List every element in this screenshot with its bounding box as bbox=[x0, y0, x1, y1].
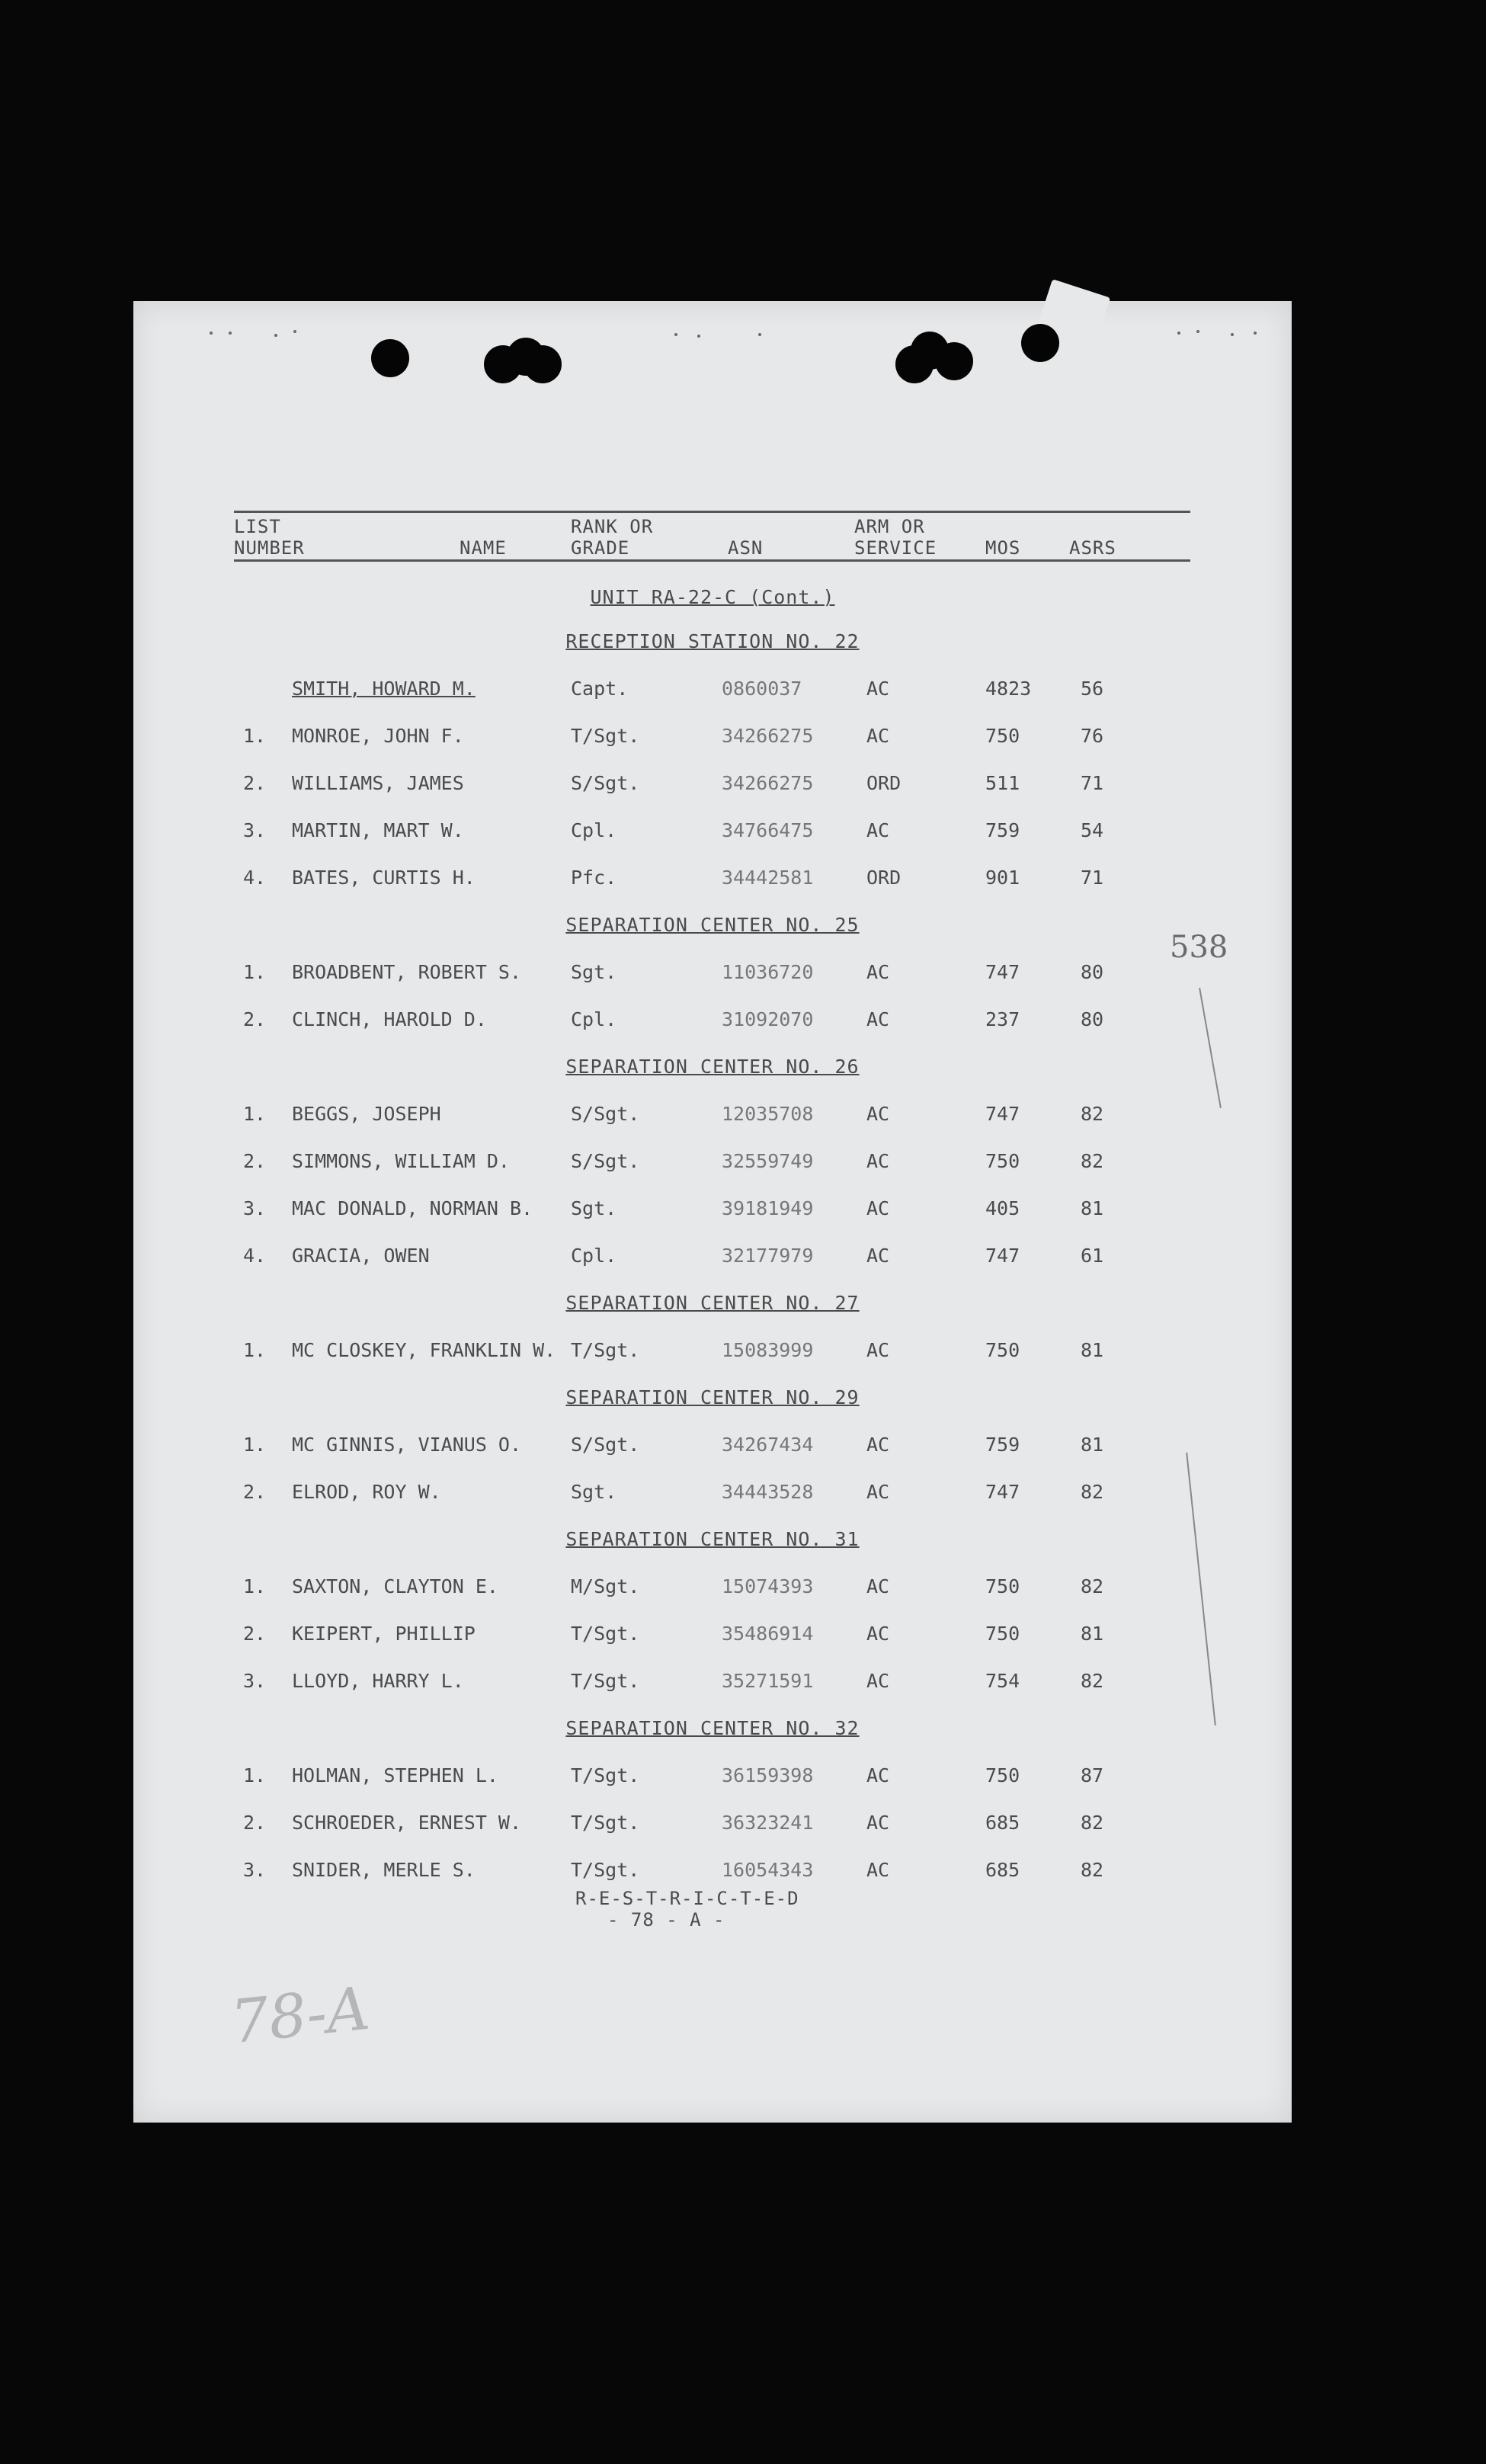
punch-hole bbox=[371, 339, 409, 377]
arm-service: AC bbox=[866, 1812, 890, 1834]
asn: 34766475 bbox=[722, 819, 814, 841]
mos: 405 bbox=[985, 1197, 1020, 1219]
roster-row bbox=[133, 1150, 1292, 1181]
arm-service: AC bbox=[866, 1575, 890, 1597]
asn: 32177979 bbox=[722, 1245, 814, 1267]
asrs: 81 bbox=[1081, 1623, 1104, 1645]
arm-service: AC bbox=[866, 1150, 890, 1172]
roster-row bbox=[133, 1434, 1292, 1464]
roster-row bbox=[133, 1339, 1292, 1370]
rank-grade: T/Sgt. bbox=[571, 1764, 640, 1786]
list-number: 3. bbox=[243, 1859, 267, 1881]
roster-row bbox=[133, 678, 1292, 708]
soldier-name: BEGGS, JOSEPH bbox=[292, 1103, 441, 1125]
arm-service: AC bbox=[866, 1434, 890, 1456]
asn: 39181949 bbox=[722, 1197, 814, 1219]
mos: 750 bbox=[985, 1575, 1020, 1597]
rank-grade: T/Sgt. bbox=[571, 1623, 640, 1645]
asn: 11036720 bbox=[722, 961, 814, 983]
list-number: 4. bbox=[243, 1245, 267, 1267]
roster-row bbox=[133, 1481, 1292, 1511]
list-number: 2. bbox=[243, 1812, 267, 1834]
section-title: SEPARATION CENTER NO. 29 bbox=[565, 1386, 860, 1408]
mos: 901 bbox=[985, 867, 1020, 889]
arm-service: AC bbox=[866, 1764, 890, 1786]
asrs: 82 bbox=[1081, 1812, 1104, 1834]
asn: 0860037 bbox=[722, 678, 802, 700]
mos: 747 bbox=[985, 1103, 1020, 1125]
asrs: 82 bbox=[1081, 1670, 1104, 1692]
roster-row bbox=[133, 1812, 1292, 1842]
handwritten-note: 78-A bbox=[227, 1974, 373, 2058]
rank-grade: S/Sgt. bbox=[571, 1103, 640, 1125]
asn: 31092070 bbox=[722, 1008, 814, 1030]
list-number: 1. bbox=[243, 1103, 267, 1125]
header-list-number-2: NUMBER bbox=[234, 537, 305, 559]
soldier-name: MC CLOSKEY, FRANKLIN W. bbox=[292, 1339, 556, 1361]
punch-hole bbox=[1021, 324, 1059, 362]
speck bbox=[697, 335, 700, 338]
arm-service: AC bbox=[866, 961, 890, 983]
asn: 32559749 bbox=[722, 1150, 814, 1172]
asrs: 81 bbox=[1081, 1197, 1104, 1219]
asn: 15074393 bbox=[722, 1575, 814, 1597]
soldier-name: SIMMONS, WILLIAM D. bbox=[292, 1150, 510, 1172]
mos: 4823 bbox=[985, 678, 1032, 700]
asrs: 82 bbox=[1081, 1150, 1104, 1172]
asn: 15083999 bbox=[722, 1339, 814, 1361]
asn: 34443528 bbox=[722, 1481, 814, 1503]
roster-row bbox=[133, 725, 1292, 755]
arm-service: ORD bbox=[866, 867, 902, 889]
arm-service: AC bbox=[866, 819, 890, 841]
roster-row bbox=[133, 1245, 1292, 1275]
mos: 750 bbox=[985, 1339, 1020, 1361]
header-arm-2: SERVICE bbox=[854, 537, 937, 559]
asrs: 82 bbox=[1081, 1859, 1104, 1881]
asrs: 82 bbox=[1081, 1103, 1104, 1125]
section-title: SEPARATION CENTER NO. 31 bbox=[565, 1528, 860, 1550]
soldier-name: SMITH, HOWARD M. bbox=[292, 678, 476, 700]
asn: 35271591 bbox=[722, 1670, 814, 1692]
arm-service: AC bbox=[866, 1197, 890, 1219]
rank-grade: T/Sgt. bbox=[571, 1670, 640, 1692]
section-title: SEPARATION CENTER NO. 32 bbox=[565, 1717, 860, 1739]
arm-service: AC bbox=[866, 1008, 890, 1030]
soldier-name: SNIDER, MERLE S. bbox=[292, 1859, 476, 1881]
mos: 237 bbox=[985, 1008, 1020, 1030]
list-number: 2. bbox=[243, 1008, 267, 1030]
rank-grade: S/Sgt. bbox=[571, 1150, 640, 1172]
soldier-name: LLOYD, HARRY L. bbox=[292, 1670, 464, 1692]
asrs: 82 bbox=[1081, 1575, 1104, 1597]
section-title: SEPARATION CENTER NO. 26 bbox=[565, 1056, 860, 1078]
speck bbox=[274, 334, 277, 337]
mos: 750 bbox=[985, 1150, 1020, 1172]
asrs: 71 bbox=[1081, 772, 1104, 794]
asrs: 61 bbox=[1081, 1245, 1104, 1267]
mos: 511 bbox=[985, 772, 1020, 794]
mos: 759 bbox=[985, 1434, 1020, 1456]
speck bbox=[1177, 332, 1180, 335]
speck bbox=[1196, 330, 1199, 333]
header-bottom-rule bbox=[234, 559, 1190, 562]
speck bbox=[210, 332, 213, 335]
roster-row bbox=[133, 1670, 1292, 1700]
arm-service: AC bbox=[866, 678, 890, 700]
rank-grade: Cpl. bbox=[571, 819, 617, 841]
header-name: NAME bbox=[460, 537, 507, 559]
asn: 36159398 bbox=[722, 1764, 814, 1786]
roster-row bbox=[133, 1008, 1292, 1039]
header-arm-1: ARM OR bbox=[854, 516, 925, 537]
list-number: 1. bbox=[243, 1575, 267, 1597]
arm-service: ORD bbox=[866, 772, 902, 794]
rank-grade: T/Sgt. bbox=[571, 1812, 640, 1834]
asn: 34266275 bbox=[722, 725, 814, 747]
roster-row bbox=[133, 1197, 1292, 1228]
arm-service: AC bbox=[866, 1481, 890, 1503]
asrs: 82 bbox=[1081, 1481, 1104, 1503]
mos: 685 bbox=[985, 1812, 1020, 1834]
soldier-name: MAC DONALD, NORMAN B. bbox=[292, 1197, 533, 1219]
roster-row bbox=[133, 961, 1292, 992]
soldier-name: GRACIA, OWEN bbox=[292, 1245, 430, 1267]
list-number: 4. bbox=[243, 867, 267, 889]
speck bbox=[293, 330, 296, 333]
section-title: SEPARATION CENTER NO. 25 bbox=[565, 914, 860, 936]
list-number: 1. bbox=[243, 1764, 267, 1786]
arm-service: AC bbox=[866, 1670, 890, 1692]
mos: 754 bbox=[985, 1670, 1020, 1692]
soldier-name: MARTIN, MART W. bbox=[292, 819, 464, 841]
roster-row bbox=[133, 1859, 1292, 1889]
mos: 747 bbox=[985, 1245, 1020, 1267]
arm-service: AC bbox=[866, 1859, 890, 1881]
rank-grade: Sgt. bbox=[571, 1481, 617, 1503]
rank-grade: T/Sgt. bbox=[571, 725, 640, 747]
list-number: 1. bbox=[243, 1434, 267, 1456]
speck bbox=[229, 332, 232, 335]
rank-grade: Capt. bbox=[571, 678, 629, 700]
rank-grade: T/Sgt. bbox=[571, 1339, 640, 1361]
stamped-number: 538 bbox=[1170, 930, 1228, 965]
punch-hole bbox=[524, 345, 562, 383]
list-number: 3. bbox=[243, 1197, 267, 1219]
rank-grade: Pfc. bbox=[571, 867, 617, 889]
soldier-name: MC GINNIS, VIANUS O. bbox=[292, 1434, 522, 1456]
asn: 34267434 bbox=[722, 1434, 814, 1456]
page-number: - 78 - A - bbox=[607, 1909, 725, 1931]
roster-row bbox=[133, 1103, 1292, 1133]
asrs: 71 bbox=[1081, 867, 1104, 889]
asrs: 81 bbox=[1081, 1339, 1104, 1361]
roster-row bbox=[133, 1623, 1292, 1653]
asn: 36323241 bbox=[722, 1812, 814, 1834]
mos: 750 bbox=[985, 1764, 1020, 1786]
section-title: RECEPTION STATION NO. 22 bbox=[565, 630, 860, 652]
asrs: 87 bbox=[1081, 1764, 1104, 1786]
soldier-name: ELROD, ROY W. bbox=[292, 1481, 441, 1503]
soldier-name: KEIPERT, PHILLIP bbox=[292, 1623, 476, 1645]
punch-hole bbox=[935, 342, 973, 380]
mos: 747 bbox=[985, 961, 1020, 983]
header-mos: MOS bbox=[985, 537, 1021, 559]
asn: 12035708 bbox=[722, 1103, 814, 1125]
rank-grade: Cpl. bbox=[571, 1008, 617, 1030]
list-number: 1. bbox=[243, 1339, 267, 1361]
speck bbox=[1231, 333, 1234, 336]
asrs: 80 bbox=[1081, 961, 1104, 983]
rank-grade: S/Sgt. bbox=[571, 772, 640, 794]
soldier-name: BROADBENT, ROBERT S. bbox=[292, 961, 522, 983]
list-number: 3. bbox=[243, 819, 267, 841]
roster-row bbox=[133, 1764, 1292, 1795]
roster-row bbox=[133, 772, 1292, 803]
mos: 759 bbox=[985, 819, 1020, 841]
soldier-name: SCHROEDER, ERNEST W. bbox=[292, 1812, 522, 1834]
mos: 685 bbox=[985, 1859, 1020, 1881]
header-list-number-1: LIST bbox=[234, 516, 281, 537]
rank-grade: Sgt. bbox=[571, 1197, 617, 1219]
asn: 34266275 bbox=[722, 772, 814, 794]
arm-service: AC bbox=[866, 1339, 890, 1361]
rank-grade: M/Sgt. bbox=[571, 1575, 640, 1597]
arm-service: AC bbox=[866, 1623, 890, 1645]
asrs: 81 bbox=[1081, 1434, 1104, 1456]
roster-row bbox=[133, 1575, 1292, 1606]
roster-row bbox=[133, 867, 1292, 897]
list-number: 2. bbox=[243, 1150, 267, 1172]
arm-service: AC bbox=[866, 1245, 890, 1267]
list-number: 2. bbox=[243, 1623, 267, 1645]
speck bbox=[758, 333, 761, 336]
asn: 35486914 bbox=[722, 1623, 814, 1645]
list-number: 1. bbox=[243, 725, 267, 747]
asrs: 54 bbox=[1081, 819, 1104, 841]
list-number: 2. bbox=[243, 772, 267, 794]
rank-grade: Sgt. bbox=[571, 961, 617, 983]
soldier-name: MONROE, JOHN F. bbox=[292, 725, 464, 747]
list-number: 3. bbox=[243, 1670, 267, 1692]
mos: 750 bbox=[985, 1623, 1020, 1645]
unit-title: UNIT RA-22-C (Cont.) bbox=[590, 586, 835, 608]
soldier-name: HOLMAN, STEPHEN L. bbox=[292, 1764, 498, 1786]
soldier-name: CLINCH, HAROLD D. bbox=[292, 1008, 487, 1030]
header-rank-1: RANK OR bbox=[571, 516, 654, 537]
arm-service: AC bbox=[866, 725, 890, 747]
speck bbox=[1254, 332, 1257, 335]
header-asn: ASN bbox=[728, 537, 764, 559]
document-page bbox=[133, 301, 1292, 2123]
soldier-name: WILLIAMS, JAMES bbox=[292, 772, 464, 794]
rank-grade: Cpl. bbox=[571, 1245, 617, 1267]
asrs: 76 bbox=[1081, 725, 1104, 747]
rank-grade: S/Sgt. bbox=[571, 1434, 640, 1456]
asn: 16054343 bbox=[722, 1859, 814, 1881]
header-top-rule bbox=[234, 511, 1190, 513]
asn: 34442581 bbox=[722, 867, 814, 889]
header-rank-2: GRADE bbox=[571, 537, 630, 559]
soldier-name: BATES, CURTIS H. bbox=[292, 867, 476, 889]
asrs: 56 bbox=[1081, 678, 1104, 700]
mos: 750 bbox=[985, 725, 1020, 747]
asrs: 80 bbox=[1081, 1008, 1104, 1030]
pencil-mark bbox=[1199, 988, 1222, 1108]
list-number: 1. bbox=[243, 961, 267, 983]
restricted-footer: R-E-S-T-R-I-C-T-E-D bbox=[575, 1888, 799, 1909]
mos: 747 bbox=[985, 1481, 1020, 1503]
speck bbox=[674, 333, 677, 336]
soldier-name: SAXTON, CLAYTON E. bbox=[292, 1575, 498, 1597]
rank-grade: T/Sgt. bbox=[571, 1859, 640, 1881]
section-title: SEPARATION CENTER NO. 27 bbox=[565, 1292, 860, 1314]
header-asrs: ASRS bbox=[1069, 537, 1116, 559]
arm-service: AC bbox=[866, 1103, 890, 1125]
roster-row bbox=[133, 819, 1292, 850]
list-number: 2. bbox=[243, 1481, 267, 1503]
